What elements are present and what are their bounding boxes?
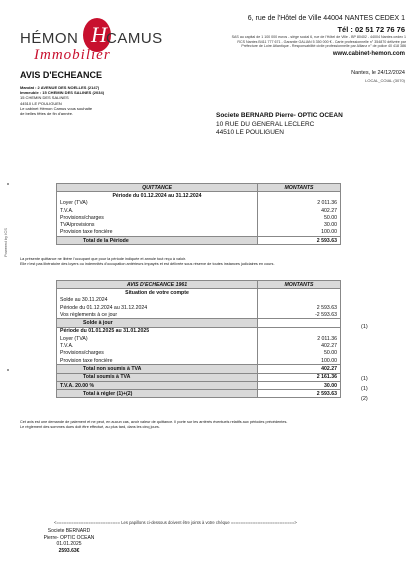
total-label: Total non soumis à TVA <box>57 365 258 373</box>
fold-mark <box>7 183 9 185</box>
empty-cell <box>258 289 341 297</box>
table-row <box>57 214 341 221</box>
agency-address: 6, rue de l'Hôtel de Ville 44004 NANTES CEDEX 1 <box>247 15 405 22</box>
greeting-line-2: de belles fêtes de fin d'année. <box>20 111 74 117</box>
grand-total-amount: 2 593.63 <box>258 390 341 398</box>
row-label: Loyer (TVA) <box>57 200 258 207</box>
row-label: TVA/provisions <box>57 221 258 228</box>
grand-total-label: Total à régler (1)+(2) <box>57 390 258 398</box>
row-label: Période du 01.12.2024 au 31.12.2024 <box>57 304 258 311</box>
row-label: Provision taxe foncière <box>57 229 258 237</box>
table-row-total <box>57 365 341 373</box>
agency-legal-line: SAS au capital de 1 100 000 euros - siège social 6, rue de l'Hôtel de Ville - BP 80402 - 44004 Nantes cedex 1 <box>231 35 406 39</box>
solde-amount <box>258 319 341 327</box>
table-row <box>57 221 341 228</box>
table-row <box>57 327 341 335</box>
document-ref-code: LOCAL_COIAL (3070) <box>365 78 405 83</box>
row-amount: 100.00 <box>258 357 341 365</box>
recipient-name: Societe BERNARD Pierre- OPTIC OCEAN <box>216 112 343 119</box>
stub-amount: 2593.63€ <box>58 548 80 555</box>
avis-table <box>56 280 341 398</box>
row-amount: 50.00 <box>258 214 341 221</box>
table-row <box>57 297 341 304</box>
table-row-solde <box>57 319 341 327</box>
avis-header-amount: MONTANTS <box>258 281 341 289</box>
table-row <box>57 342 341 349</box>
notice-line: Elle n'est pas libératoire des loyers ou indemnités d'occupation antérieurs impayés et est délivrée sous réserve de toutes instances judiciaires en cours. <box>20 261 275 266</box>
avis-header-label: AVIS D'ECHEANCE 1961 <box>57 281 258 289</box>
mandate-block <box>20 85 200 116</box>
table-row <box>57 311 341 319</box>
table-row <box>57 192 341 200</box>
table-row <box>57 304 341 311</box>
quittance-header-amount: MONTANTS <box>258 184 341 192</box>
recipient-city: 44510 LE POULIGUEN <box>216 129 284 137</box>
stub-name-2: Pierre- OPTIC OCEAN <box>43 534 95 541</box>
payment-stub-cut-line: <========================== Les papillons ci-dessous doivent être joints à votre chèque ==========================> <box>54 520 297 525</box>
row-amount: 2 011.36 <box>258 335 341 342</box>
recipient-address <box>216 112 343 138</box>
table-row <box>57 357 341 365</box>
notice-line: Le règlement des sommes dues doit être effectué, au plus tard, dans les cinq jours. <box>20 424 160 429</box>
quittance-period: Période du 01.12.2024 au 31.12.2024 <box>57 192 258 200</box>
row-amount: 402.27 <box>258 207 341 214</box>
table-header <box>57 184 341 192</box>
situation-title: Situation de votre compte <box>57 289 258 297</box>
row-amount: 100.00 <box>258 229 341 237</box>
row-label: Solde au 30.11.2024 <box>57 297 258 304</box>
logo-brand-sub: Immobilier <box>34 47 111 63</box>
footnote-mark: (1) <box>361 376 368 382</box>
footnote-mark: (2) <box>361 396 368 402</box>
agency-legal-line: Préfecture de Loire Atlantique - Responsabilité civile professionnelle par Allianz n° de police 40 418 386 <box>241 44 406 49</box>
quittance-table <box>56 183 341 245</box>
quittance-total-amount: 2 593.63 <box>258 237 341 245</box>
logo-brand-right: CAMUS <box>106 30 163 47</box>
avis-notice <box>20 420 405 429</box>
row-amount: 2 593.63 <box>258 304 341 311</box>
quittance-header-label: QUITTANCE <box>57 184 258 192</box>
row-amount: 2 011.36 <box>258 200 341 207</box>
row-amount: -2 593.63 <box>258 311 341 319</box>
immeuble-line: Immeuble : 15 CHEMIN DES SALINES (2034) <box>20 90 105 96</box>
agency-legal-line: RCS Nantes B411 777 671 - Garantie GALIAN 5 350 000 € - Carte professionnelle n° 354870 délivrée par <box>237 39 406 44</box>
logo-brand-left: HÉMON <box>20 30 79 47</box>
agency-phone: Tél : 02 51 72 76 76 <box>337 25 405 34</box>
row-label: Provisions/charges <box>57 350 258 357</box>
powered-by-label: Powered by ICS <box>3 228 8 257</box>
table-header <box>57 281 341 289</box>
row-amount: 402.27 <box>258 342 341 349</box>
payment-stub <box>34 528 104 555</box>
total-label: Total soumis à TVA <box>57 373 258 381</box>
table-row-total <box>57 390 341 398</box>
greeting-line-1: Le cabinet Hémon Camus vous souhaite <box>20 105 93 111</box>
row-label: T.V.A. <box>57 342 258 349</box>
document-date: Nantes, le 24/12/2024 <box>351 70 405 76</box>
row-label: T.V.A. <box>57 207 258 214</box>
property-address-1: 15 CHEMIN DES SALINES <box>20 95 69 101</box>
row-amount: 50.00 <box>258 350 341 357</box>
logo-letter: H <box>91 22 107 47</box>
empty-cell <box>258 192 341 200</box>
total-label: T.V.A. 20.00 % <box>57 381 258 389</box>
footnote-mark: (1) <box>361 324 368 330</box>
table-row <box>57 229 341 237</box>
empty-cell <box>258 327 341 335</box>
table-row-total <box>57 381 341 389</box>
quittance-total-label: Total de la Période <box>57 237 258 245</box>
notice-line: La présente quittance ne libère l'occupant que pour la période indiquée et annule tout reçu à valoir. <box>20 257 187 261</box>
table-row <box>57 200 341 207</box>
row-label: Vos règlements à ce jour <box>57 311 258 319</box>
total-amount: 402.27 <box>258 365 341 373</box>
table-row-total <box>57 373 341 381</box>
quittance-notice <box>20 257 400 266</box>
total-amount: 30.00 <box>258 381 341 389</box>
agency-legal <box>203 35 406 49</box>
agency-website[interactable]: www.cabinet-hemon.com <box>332 51 405 57</box>
document-title: AVIS D'ECHEANCE <box>20 70 102 80</box>
row-amount <box>258 297 341 304</box>
row-amount: 30.00 <box>258 221 341 228</box>
recipient-street: 10 RUE DU GENERAL LECLERC <box>216 120 315 128</box>
notice-line: Cet avis est une demande de paiement et ne peut, en aucun cas, avoir valeur de quittance. Il porte sur les arriérés éventuels relatifs aux périodes précédentes. <box>20 420 288 424</box>
total-amount: 2 161.36 <box>258 373 341 381</box>
table-row-total <box>57 237 341 245</box>
agency-logo <box>20 14 180 74</box>
row-label: Provision taxe foncière <box>57 357 258 365</box>
table-row <box>57 350 341 357</box>
table-row <box>57 335 341 342</box>
table-row <box>57 207 341 214</box>
mandate-line: Mandat : 2 AVENUE DES NOELLES (2147) <box>20 85 100 90</box>
fold-mark <box>7 369 9 371</box>
footnote-mark: (1) <box>361 386 368 392</box>
table-row <box>57 289 341 297</box>
row-label: Provisions/charges <box>57 214 258 221</box>
stub-date: 01.01.2025 <box>56 541 82 548</box>
property-address-2: 44510 LE POULIGUEN <box>20 100 62 106</box>
avis-period: Période du 01.01.2025 au 31.01.2025 <box>57 327 258 335</box>
stub-name-1: Societe BERNARD <box>47 528 91 534</box>
solde-label: Solde à jour <box>57 319 258 327</box>
row-label: Loyer (TVA) <box>57 335 258 342</box>
